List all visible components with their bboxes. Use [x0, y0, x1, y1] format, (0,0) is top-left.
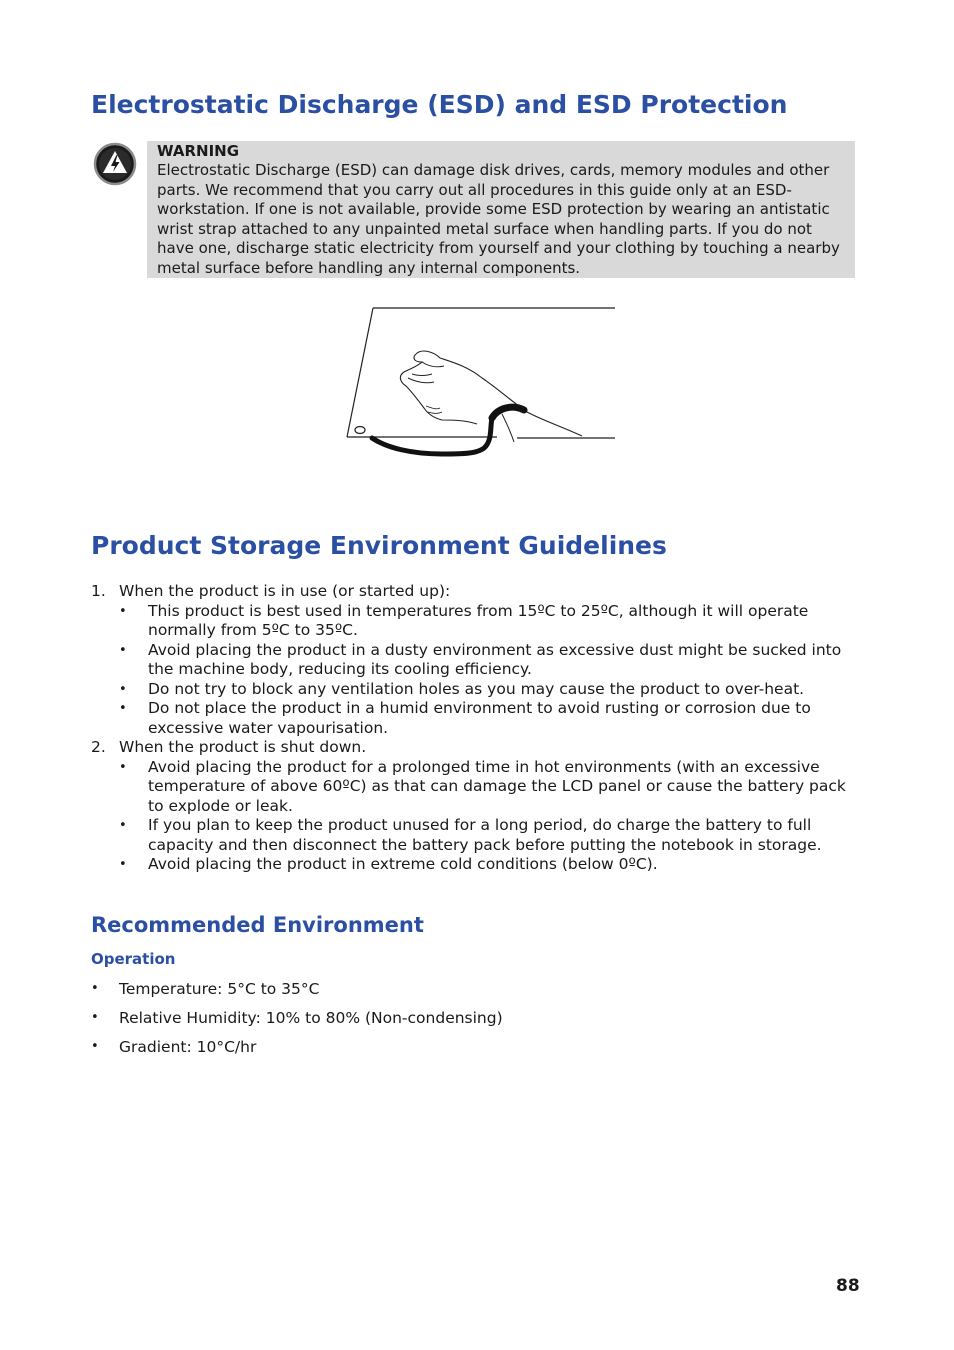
- bullet-item: • This product is best used in temperatures from 15ºC to 25ºC, although it will operate normally from 5ºC to 35ºC.: [119, 602, 861, 641]
- step-number: 2.: [91, 738, 106, 756]
- bullet-item: • Avoid placing the product for a prolonged time in hot environments (with an excessive temperature of above 60ºC) as that can damage the LCD panel or cause the battery pack to explode or leak.: [119, 758, 861, 817]
- list-item: [91, 582, 861, 738]
- list-item: [91, 738, 861, 875]
- operation-conditions-list: [91, 979, 503, 1066]
- bullet-item: • Avoid placing the product in a dusty environment as excessive dust might be sucked into the machine body, reducing its cooling efficiency.: [119, 641, 861, 680]
- step-number: 1.: [91, 582, 106, 600]
- storage-section-title: Product Storage Environment Guidelines: [91, 531, 667, 560]
- storage-guidelines-list: [91, 582, 861, 875]
- warning-label: WARNING: [157, 142, 240, 160]
- operation-subtitle: Operation: [91, 950, 176, 968]
- esd-wrist-strap-illustration: [342, 296, 617, 474]
- page-number: 88: [836, 1276, 860, 1296]
- step-bullets: [119, 602, 861, 739]
- step-label: When the product is shut down.: [119, 738, 367, 756]
- warning-callout: [147, 141, 855, 278]
- step-bullets: [119, 758, 861, 875]
- step-label: When the product is in use (or started up):: [119, 582, 451, 600]
- bullet-item: • If you plan to keep the product unused for a long period, do charge the battery to full capacity and then disconnect the battery pack before putting the notebook in storage.: [119, 816, 861, 855]
- warning-triangle-lightning-icon: [93, 142, 137, 186]
- list-item: • Gradient: 10°C/hr: [91, 1037, 503, 1057]
- bullet-item: • Avoid placing the product in extreme cold conditions (below 0ºC).: [119, 855, 861, 875]
- bullet-item: • Do not try to block any ventilation holes as you may cause the product to over-heat.: [119, 680, 861, 700]
- recommended-environment-title: Recommended Environment: [91, 913, 424, 937]
- list-item: • Relative Humidity: 10% to 80% (Non-condensing): [91, 1008, 503, 1028]
- list-item: • Temperature: 5°C to 35°C: [91, 979, 503, 999]
- esd-section-title: Electrostatic Discharge (ESD) and ESD Protection: [91, 90, 788, 119]
- bullet-item: • Do not place the product in a humid environment to avoid rusting or corrosion due to excessive water vapourisation.: [119, 699, 861, 738]
- warning-text: Electrostatic Discharge (ESD) can damage disk drives, cards, memory modules and other parts. We recommend that you carry out all procedures in this guide only at an ESD-workstation. If one is not available, provide some ESD protection by wearing an antistatic wrist strap attached to any unpainted metal surface when handling parts. If you do not have one, discharge static electricity from yourself and your clothing by touching a nearby metal surface before handling any internal components.: [157, 161, 840, 277]
